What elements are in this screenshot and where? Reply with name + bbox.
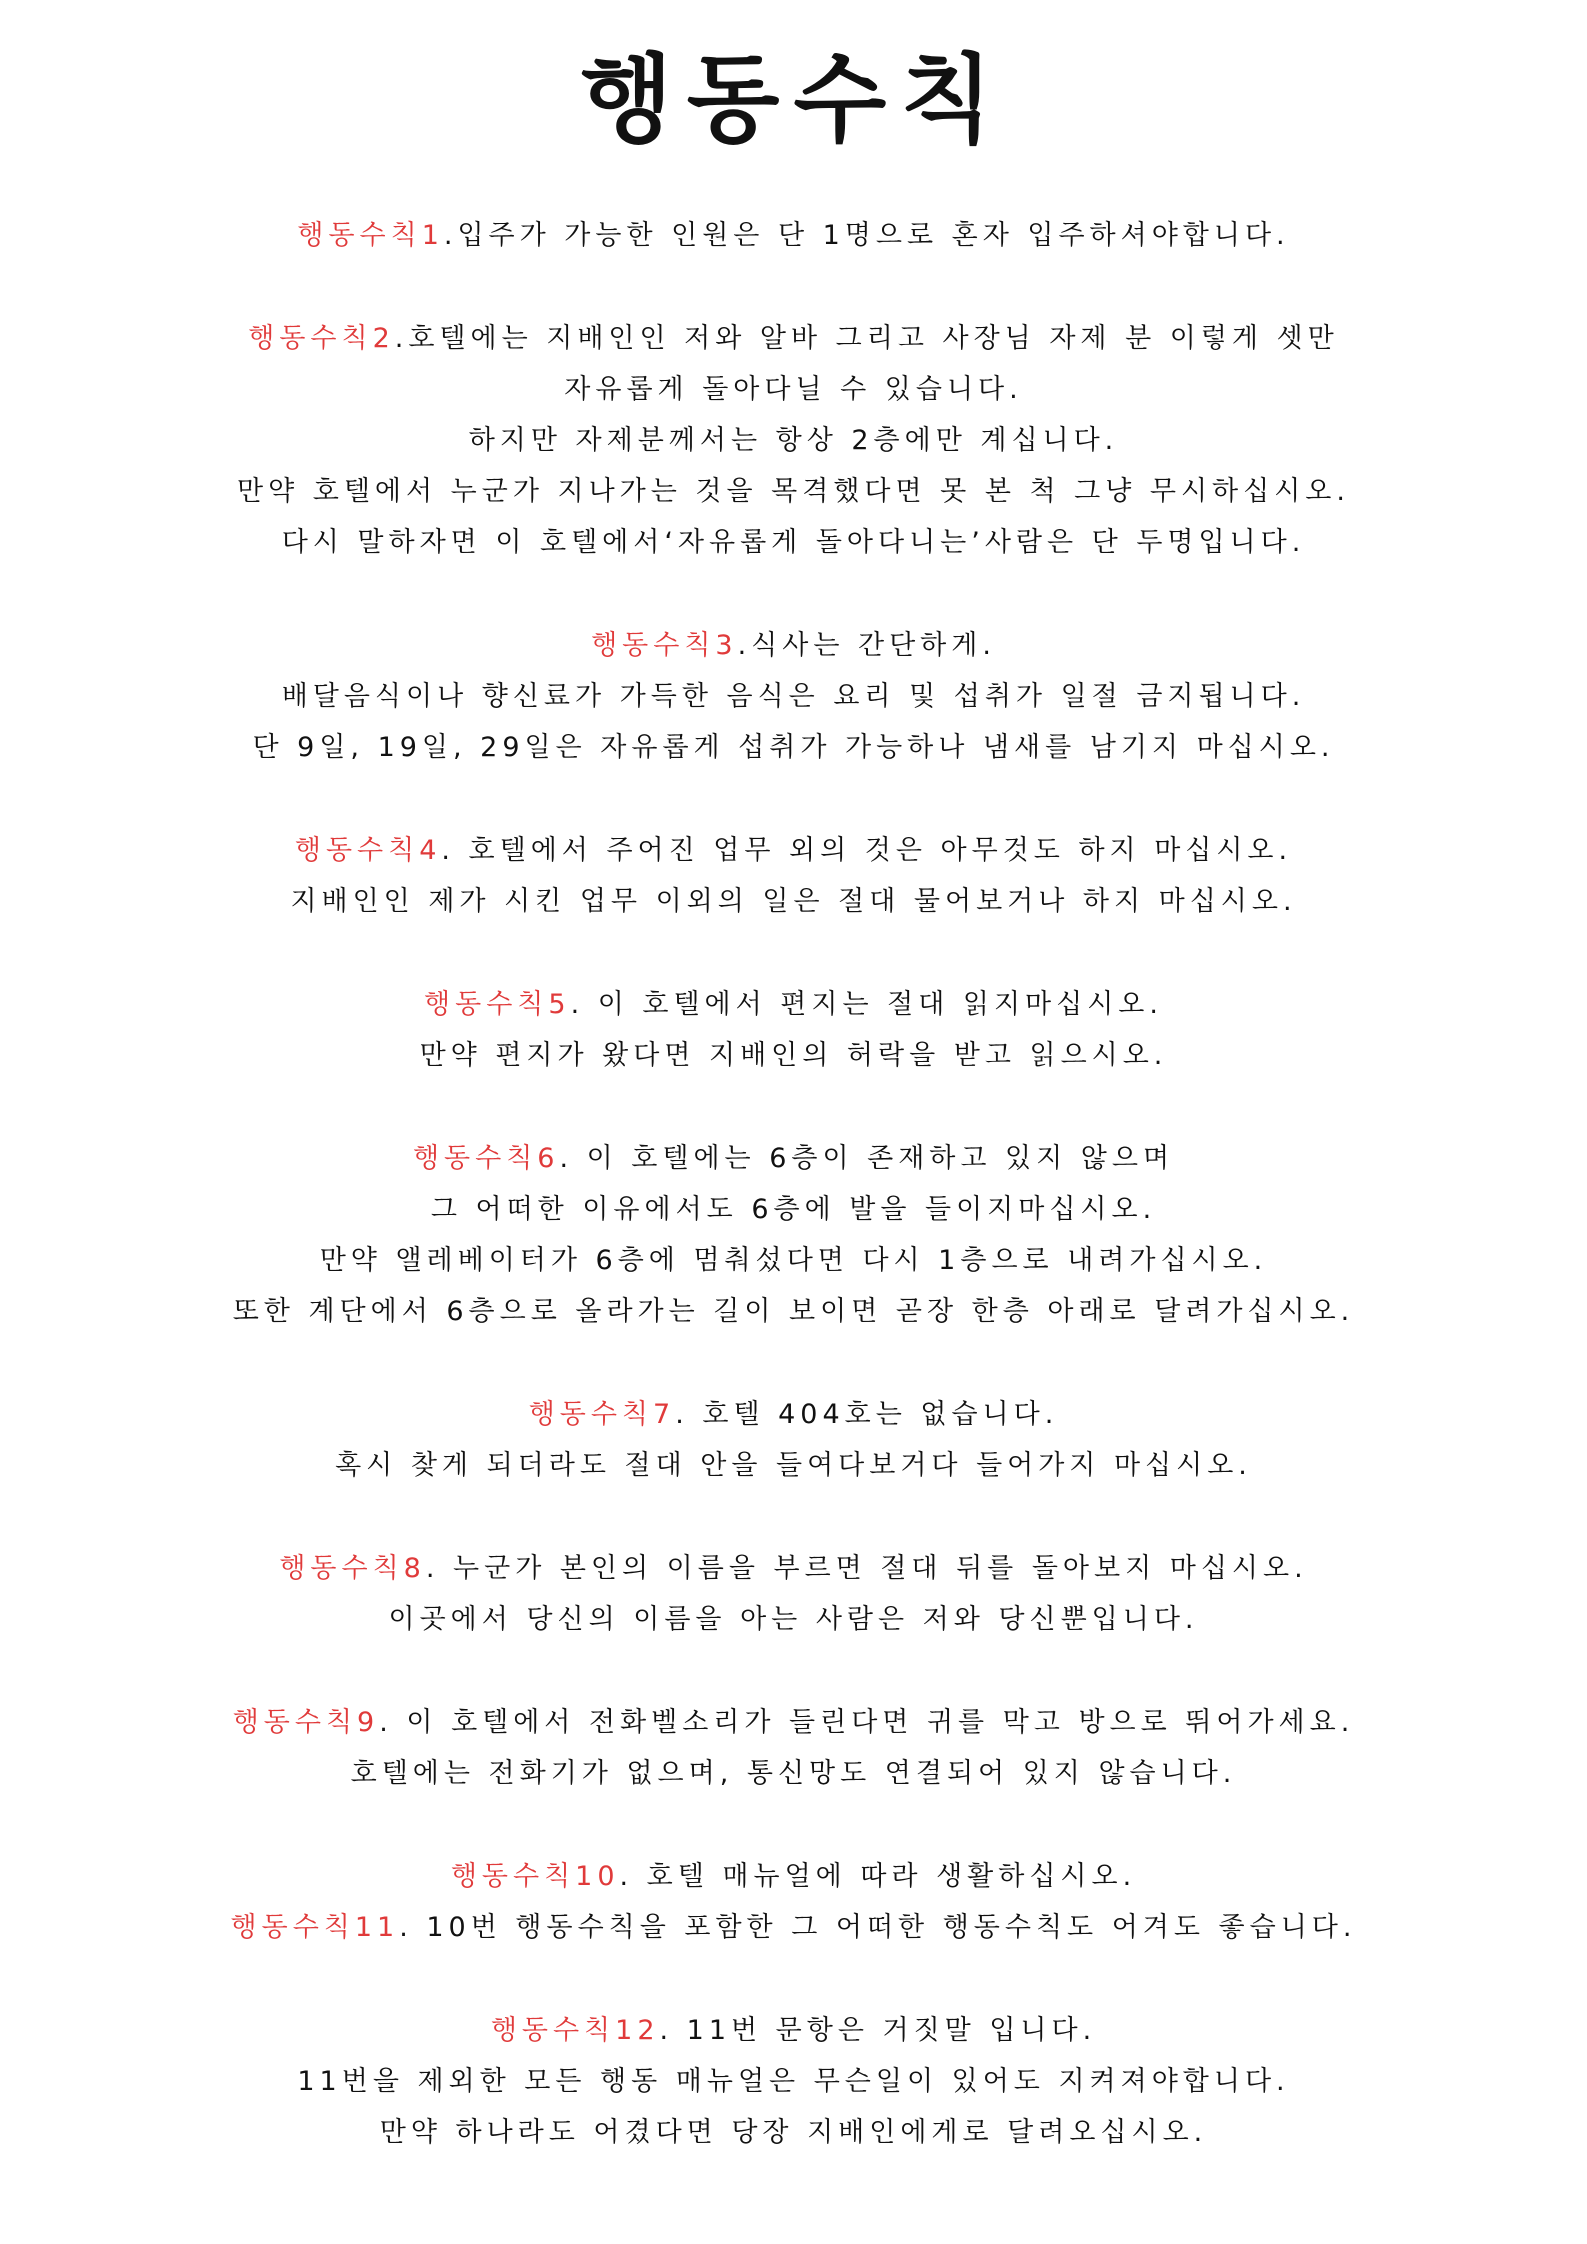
rule-text: 배달음식이나 향신료가 가득한 음식은 요리 및 섭취가 일절 금지됩니다. <box>281 681 1306 712</box>
rule-label: 행동수칙7 <box>528 1399 676 1430</box>
rule-text: . 호텔 매뉴얼에 따라 생활하십시오. <box>619 1861 1137 1892</box>
rule-11 <box>120 1902 1467 1953</box>
rule-label: 행동수칙9 <box>232 1707 380 1738</box>
rule-label: 행동수칙12 <box>490 2015 660 2046</box>
rule-label: 행동수칙1 <box>297 220 444 251</box>
rule-text: 다시 말하자면 이 호텔에서‘자유롭게 돌아다니는’사람은 단 두명입니다. <box>281 527 1306 558</box>
rule-8 <box>120 1543 1467 1645</box>
rule-text: . 호텔 404호는 없습니다. <box>675 1399 1059 1430</box>
rule-label: 행동수칙4 <box>294 835 442 866</box>
rule-label: 행동수칙11 <box>230 1912 400 1943</box>
rule-label: 행동수칙3 <box>591 630 738 661</box>
rule-12 <box>120 2005 1467 2158</box>
rule-10 <box>120 1851 1467 1902</box>
rule-text: 이곳에서 당신의 이름을 아는 사람은 저와 당신뿐입니다. <box>388 1604 1199 1635</box>
rule-text: . 이 호텔에서 전화벨소리가 들린다면 귀를 막고 방으로 뛰어가세요. <box>379 1707 1355 1738</box>
rule-text: 하지만 자제분께서는 항상 2층에만 계십니다. <box>468 425 1119 456</box>
rule-text: .입주가 가능한 인원은 단 1명으로 혼자 입주하셔야합니다. <box>443 220 1290 251</box>
rule-text: 호텔에는 전화기가 없으며, 통신망도 연결되어 있지 않습니다. <box>350 1758 1237 1789</box>
rule-line <box>120 620 1467 671</box>
rule-line <box>120 1902 1467 1953</box>
rule-text: 11번을 제외한 모든 행동 매뉴얼은 무슨일이 있어도 지켜져야합니다. <box>297 2066 1290 2097</box>
page-title: 행동수칙 <box>580 44 1007 156</box>
rule-5 <box>120 979 1467 1081</box>
rule-text: . 호텔에서 주어진 업무 외의 것은 아무것도 하지 마십시오. <box>441 835 1293 866</box>
rule-text: 만약 호텔에서 누군가 지나가는 것을 목격했다면 못 본 척 그냥 무시하십시오. <box>237 476 1350 507</box>
rule-text: 지배인인 제가 시킨 업무 이외의 일은 절대 물어보거나 하지 마십시오. <box>290 886 1297 917</box>
rule-text: 만약 하나라도 어겼다면 당장 지배인에게로 달려오십시오. <box>379 2117 1208 2148</box>
rule-label: 행동수칙8 <box>279 1553 426 1584</box>
rule-text: . 이 호텔에서 편지는 절대 읽지마십시오. <box>570 989 1163 1020</box>
rule-text: 자유롭게 돌아다닐 수 있습니다. <box>564 374 1023 405</box>
rule-text: .호텔에는 지배인인 저와 알바 그리고 사장님 자제 분 이렇게 셋만 <box>394 323 1339 354</box>
rule-line <box>120 210 1467 261</box>
rule-label: 행동수칙2 <box>248 323 395 354</box>
rule-text: . 이 호텔에는 6층이 존재하고 있지 않으며 <box>559 1143 1175 1174</box>
rule-label: 행동수칙6 <box>412 1143 560 1174</box>
rule-line <box>120 1389 1467 1440</box>
rule-1 <box>120 210 1467 261</box>
rule-line <box>120 1133 1467 1184</box>
rule-text: 그 어떠한 이유에서도 6층에 발을 들이지마십시오. <box>430 1194 1157 1225</box>
rule-text: . 10번 행동수칙을 포함한 그 어떠한 행동수칙도 어겨도 좋습니다. <box>399 1912 1357 1943</box>
rule-7 <box>120 1389 1467 1491</box>
rule-text: .식사는 간단하게. <box>737 630 996 661</box>
rule-4 <box>120 825 1467 927</box>
rule-9 <box>120 1697 1467 1799</box>
rule-line <box>120 1851 1467 1902</box>
rule-3 <box>120 620 1467 773</box>
rule-line <box>120 1543 1467 1594</box>
rule-label: 행동수칙10 <box>450 1861 620 1892</box>
rule-6 <box>120 1133 1467 1337</box>
rule-line <box>120 979 1467 1030</box>
rule-line <box>120 825 1467 876</box>
rule-2 <box>120 313 1467 568</box>
rule-text: . 누군가 본인의 이름을 부르면 절대 뒤를 돌아보지 마십시오. <box>425 1553 1308 1584</box>
rule-text: . 11번 문항은 거짓말 입니다. <box>659 2015 1097 2046</box>
rules-list <box>120 210 1467 2210</box>
rule-text: 만약 편지가 왔다면 지배인의 허락을 받고 읽으시오. <box>419 1040 1168 1071</box>
rule-text: 또한 계단에서 6층으로 올라가는 길이 보이면 곧장 한층 아래로 달려가십시오. <box>232 1296 1355 1327</box>
rule-line <box>120 313 1467 364</box>
rule-label: 행동수칙5 <box>424 989 571 1020</box>
rule-text: 단 9일, 19일, 29일은 자유롭게 섭취가 가능하나 냄새를 남기지 마십시오. <box>252 732 1335 763</box>
rule-line <box>120 1697 1467 1748</box>
rule-line <box>120 2005 1467 2056</box>
rule-text: 혹시 찾게 되더라도 절대 안을 들여다보거다 들어가지 마십시오. <box>335 1450 1252 1481</box>
rule-text: 만약 앨레베이터가 6층에 멈춰섰다면 다시 1층으로 내려가십시오. <box>319 1245 1268 1276</box>
